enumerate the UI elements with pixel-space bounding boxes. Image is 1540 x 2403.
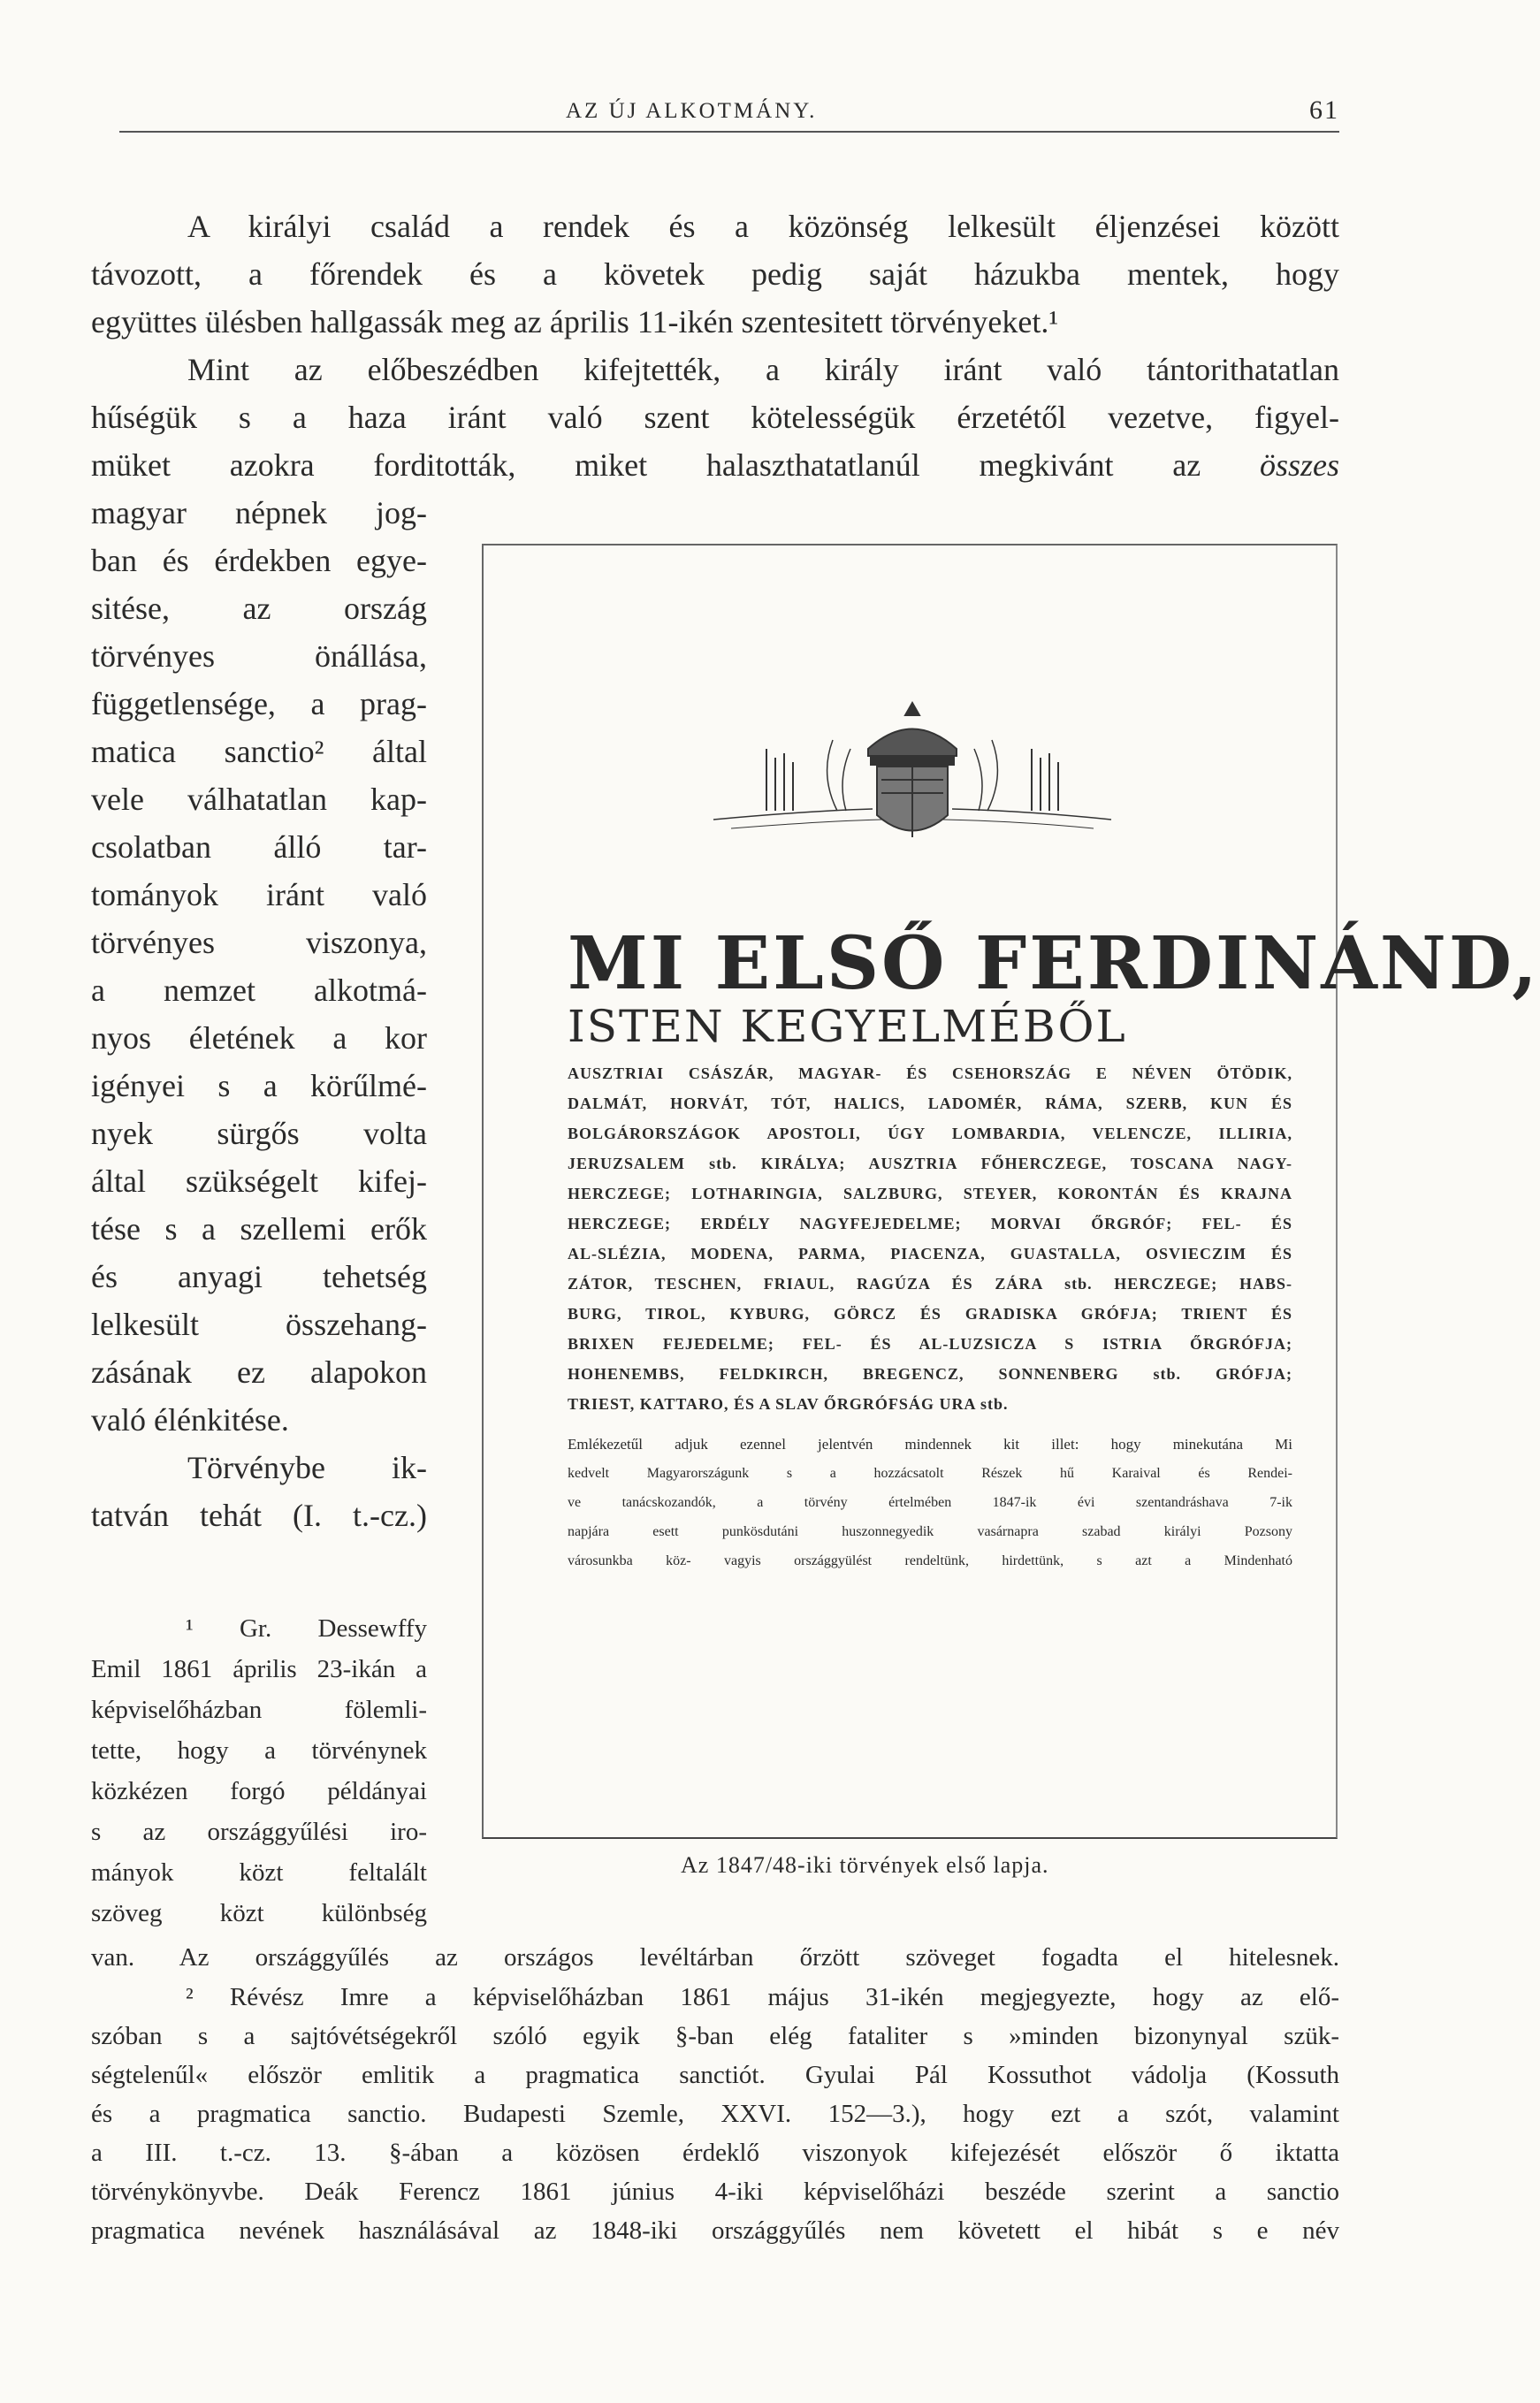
figure-heading-2: ISTEN KEGYELMÉBŐL [568,1001,1127,1052]
italic-word: összes [1259,447,1340,483]
figure-title-page [482,544,1540,1839]
narrow-column-line: törvényes viszonya, [91,925,427,960]
body-line [91,441,1339,489]
footnote-1-column-line: szöveg közt különbség [91,1899,427,1927]
footnote-1-column-line: s az országgyűlési iro- [91,1818,427,1846]
footnote-1-column-line: ¹ Gr. Dessewffy [186,1614,427,1643]
decree-body-line: Emlékezetűl adjuk ezennel jelentvén mindennek kit illet: hogy minekutána Mi [568,1436,1292,1453]
narrow-column-line: nyos életének a kor [91,1020,427,1056]
footnote-2-line: és a pragmatica sanctio. Budapesti Szemle, XXVI. 152—3.), hogy ezt a szót, valamint [91,2100,1339,2128]
footnote-1-column-line: tette, hogy a törvénynek [91,1736,427,1765]
decree-body-line: ve tanácskozandók, a törvény értelmében 1847-ik évi szentandráshava 7-ik [568,1495,1292,1510]
footnote-2-line: törvénykönyvbe. Deák Ferencz 1861 június 4-iki képviselőházi beszéde szerint a sanctio [91,2178,1339,2206]
decree-titles-line: ZÁTOR, TESCHEN, FRIAUL, RAGÚZA ÉS ZÁRA stb. HERCZEGE; HABS- [568,1275,1292,1293]
footnote-1-column-line: képviselőházban fölemli- [91,1696,427,1724]
running-title: AZ ÚJ ALKOTMÁNY. [566,99,818,123]
coat-of-arms-icon [713,687,1111,855]
decree-titles-line: HERCZEGE; ERDÉLY NAGYFEJEDELME; MORVAI ŐRGRÓF; FEL- ÉS [568,1215,1292,1232]
body-line: hűségük s a haza iránt való szent kötelességük érzetétől vezetve, figyel- [91,400,1339,435]
footnote-2-line: szóban s a sajtóvétségekről szóló egyik §-ban elég fataliter s »minden bizonynyal szük- [91,2022,1339,2050]
narrow-column-line: ban és érdekben egye- [91,543,427,578]
decree-body-line: kedvelt Magyarországunk s a hozzácsatolt Részek hű Karaival és Rendei- [568,1466,1292,1481]
footnote-2-line: ségtelenűl« először emlitik a pragmatica sanctiót. Gyulai Pál Kossuthot vádolja (Kossuth [91,2061,1339,2089]
narrow-column-line: tományok iránt való [91,877,427,912]
narrow-column-line: matica sanctio² által [91,734,427,769]
decree-titles-line: HOHENEMBS, FELDKIRCH, BREGENCZ, SONNENBERG stb. GRÓFJA; [568,1365,1292,1383]
narrow-column-line: vele válhatatlan kap- [91,782,427,817]
decree-titles-line: BURG, TIROL, KYBURG, GÖRCZ ÉS GRADISKA GRÓFJA; TRIENT ÉS [568,1305,1292,1323]
decree-body-line: városunkba köz- vagyis országgyülést rendeltünk, hirdettünk, s azt a Mindenható [568,1553,1292,1568]
decree-titles-line: AUSZTRIAI CSÁSZÁR, MAGYAR- ÉS CSEHORSZÁG E NÉVEN ÖTÖDIK, [568,1064,1292,1082]
narrow-column-line: sitése, az ország [91,591,427,626]
footnote-1-column-line: közkézen forgó példányai [91,1777,427,1805]
running-header [119,95,1339,133]
decree-titles-line: TRIEST, KATTARO, ÉS A SLAV ŐRGRÓFSÁG URA stb. [568,1395,1009,1413]
narrow-column-line: nyek sürgős volta [91,1116,427,1151]
narrow-column-line: igényei s a körűlmé- [91,1068,427,1103]
narrow-column-line: és anyagi tehetség [91,1259,427,1294]
decree-titles-line: DALMÁT, HORVÁT, TÓT, HALICS, LADOMÉR, RÁMA, SZERB, KUN ÉS [568,1095,1292,1112]
decree-body-line: napjára esett punkösdutáni huszonnegyedik vasárnapra szabad királyi Pozsony [568,1524,1292,1539]
decree-titles-line: JERUZSALEM stb. KIRÁLYA; AUSZTRIA FŐHERCZEGE, TOSCANA NAGY- [568,1155,1292,1172]
body-line: távozott, a főrendek és a követek pedig saját házukba mentek, hogy [91,256,1339,292]
footnote-line: van. Az országgyűlés az országos levéltárban őrzött szöveget fogadta el hitelesnek. [91,1943,1339,1972]
narrow-column-line: csolatban álló tar- [91,829,427,865]
narrow-column-line: való élénkitése. [91,1402,289,1438]
body-text: müket azokra forditották, miket halaszthatatlanúl megkivánt az [91,447,1201,483]
figure-heading-1: MI ELSŐ FERDINÁND, [568,921,1540,1006]
body-line: A királyi család a rendek és a közönség lelkesült éljenzései között [187,209,1339,244]
footnote-1-column-line: Emil 1861 április 23-ikán a [91,1655,427,1683]
narrow-column-line: által szükségelt kifej- [91,1163,427,1199]
narrow-column-line: zásának ez alapokon [91,1354,427,1390]
narrow-column-line: lelkesült összehang- [91,1307,427,1342]
footnote-2-line: pragmatica nevének használásával az 1848-iki országgyűlés nem követett el hibát s e név [91,2216,1339,2245]
narrow-column-line: tése s a szellemi erők [91,1211,427,1247]
footnote-2-line: ² Révész Imre a képviselőházban 1861 május 31-ikén megjegyezte, hogy az elő- [186,1983,1339,2011]
narrow-column-line: a nemzet alkotmá- [91,973,427,1008]
page-number: 61 [1309,95,1339,125]
body-line: együttes ülésben hallgassák meg az április 11-ikén szentesitett törvényeket.¹ [91,304,1059,339]
body-line: Mint az előbeszédben kifejtették, a király iránt való tántorithatatlan [187,352,1339,387]
footnote-1-column-line: mányok közt feltalált [91,1858,427,1887]
decree-titles-line: AL-SLÉZIA, MODENA, PARMA, PIACENZA, GUASTALLA, OSVIECZIM ÉS [568,1245,1292,1263]
figure-caption: Az 1847/48-iki törvények első lapja. [681,1852,1049,1878]
decree-titles-line: BOLGÁRORSZÁGOK APOSTOLI, ÚGY LOMBARDIA, VELENCZE, ILLIRIA, [568,1125,1292,1142]
narrow-column-line: Törvénybe ik- [187,1450,427,1485]
narrow-column-line: magyar népnek jog- [91,495,427,530]
narrow-column-line: törvényes önállása, [91,638,427,674]
narrow-column-line: függetlensége, a prag- [91,686,427,721]
decree-titles-line: HERCZEGE; LOTHARINGIA, SALZBURG, STEYER, KORONTÁN ÉS KRAJNA [568,1185,1292,1202]
narrow-column-line: tatván tehát (I. t.-cz.) [91,1498,427,1533]
footnote-2-line: a III. t.-cz. 13. §-ában a közösen érdeklő viszonyok kifejezését először ő iktatta [91,2139,1339,2167]
decree-titles-line: BRIXEN FEJEDELME; FEL- ÉS AL-LUZSICZA S ISTRIA ŐRGRÓFJA; [568,1335,1292,1353]
